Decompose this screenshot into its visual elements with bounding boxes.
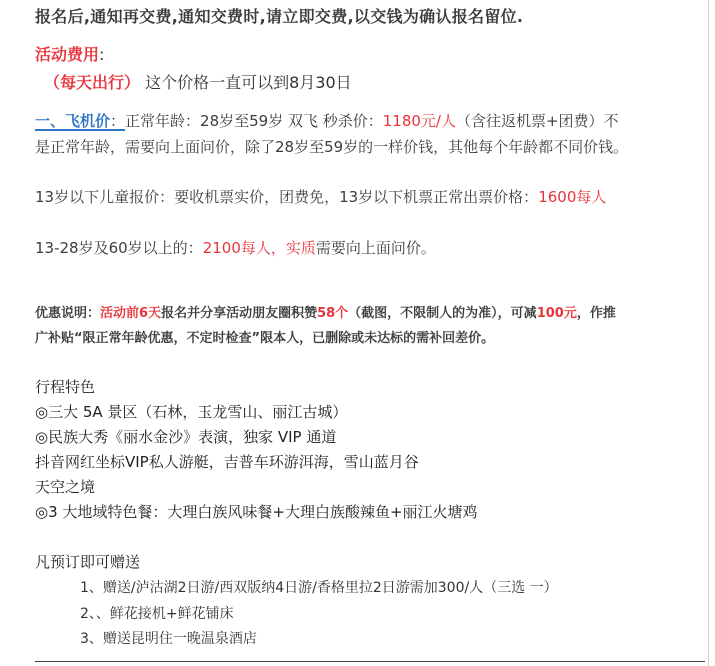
discount-text-3: ，作推 (576, 306, 616, 321)
right-border (708, 0, 709, 666)
flight-price-note: 是正常年龄，需要向上面问价，除了28岁至59岁的一样价钱，其他每个年龄都不同价钱。 (35, 138, 629, 156)
discount-text-2: （截图，不限制人的为准），可减 (348, 306, 537, 321)
child-price-text: 13岁以下儿童报价：要收机票实价，团费免，13岁以下机票正常出票价格： (35, 188, 539, 206)
flight-price-label: 一、飞机价 (35, 112, 111, 130)
flight-price-text: 正常年龄：28岁至59岁 双飞 秒杀价： (125, 112, 383, 130)
other-age-price: 2100每人，实质 (202, 239, 316, 257)
fee-heading-colon: : (99, 45, 105, 64)
itinerary-heading: 行程特色 (35, 378, 96, 396)
bottom-divider (35, 661, 705, 662)
flight-price-value: 1180元/人 (382, 112, 456, 130)
discount-days: 活动前6天 (100, 306, 162, 321)
registration-notice: 报名后,通知再交费,通知交费时,请立即交费,以交钱为确认报名留位. (35, 7, 524, 26)
price-validity-note: 这个价格一直可以到8月30日 (145, 73, 352, 92)
discount-label: 优惠说明： (35, 306, 101, 321)
itinerary-item: ◎三大 5A 景区（石林，玉龙雪山、丽江古城） (35, 403, 348, 421)
flight-price-includes: （含往返机票+团费）不 (455, 112, 619, 130)
itinerary-item: ◎3 大地域特色餐：大理白族风味餐+大理白族酸辣鱼+丽江火塘鸡 (35, 503, 478, 521)
gift-item: 3、赠送昆明住一晚温泉酒店 (80, 631, 257, 647)
fee-heading (35, 42, 104, 65)
other-age-text: 13-28岁及60岁以上的： (35, 239, 203, 257)
discount-line-2: 广补贴“限正常年龄优惠，不定时检查”限本人，已删除或未达标的需补回差价。 (35, 331, 495, 346)
fee-validity-line (44, 70, 352, 93)
flight-price-line (35, 110, 619, 131)
daily-departure-label: （每天出行） (44, 73, 141, 92)
discount-amount: 100元 (536, 306, 577, 321)
fee-heading-label: 活动费用 (35, 45, 100, 64)
discount-text-1: 报名并分享活动朋友圈积赞 (161, 306, 318, 321)
child-price-line (35, 186, 606, 207)
child-price-value: 1600每人 (538, 188, 607, 206)
itinerary-item: ◎民族大秀《丽水金沙》表演，独家 VIP 通道 (35, 428, 337, 446)
flight-price-heading (35, 112, 125, 130)
gifts-heading: 凡预订即可赠送 (35, 553, 141, 571)
itinerary-item: 天空之境 (35, 478, 96, 496)
discount-likes: 58个 (317, 306, 349, 321)
other-age-price-line (35, 237, 436, 258)
itinerary-item: 抖音网红坐标VIP私人游艇，吉普车环游洱海，雪山蓝月谷 (35, 453, 419, 471)
discount-line-1 (35, 302, 616, 321)
other-age-note: 需要向上面问价。 (315, 239, 436, 257)
flight-price-colon: ： (110, 112, 126, 130)
gift-item: 2、、鲜花接机+鲜花铺床 (80, 606, 234, 622)
gift-item: 1、赠送/泸沽湖2日游/西双版纳4日游/香格里拉2日游需加300/人（三选 一） (80, 580, 558, 596)
